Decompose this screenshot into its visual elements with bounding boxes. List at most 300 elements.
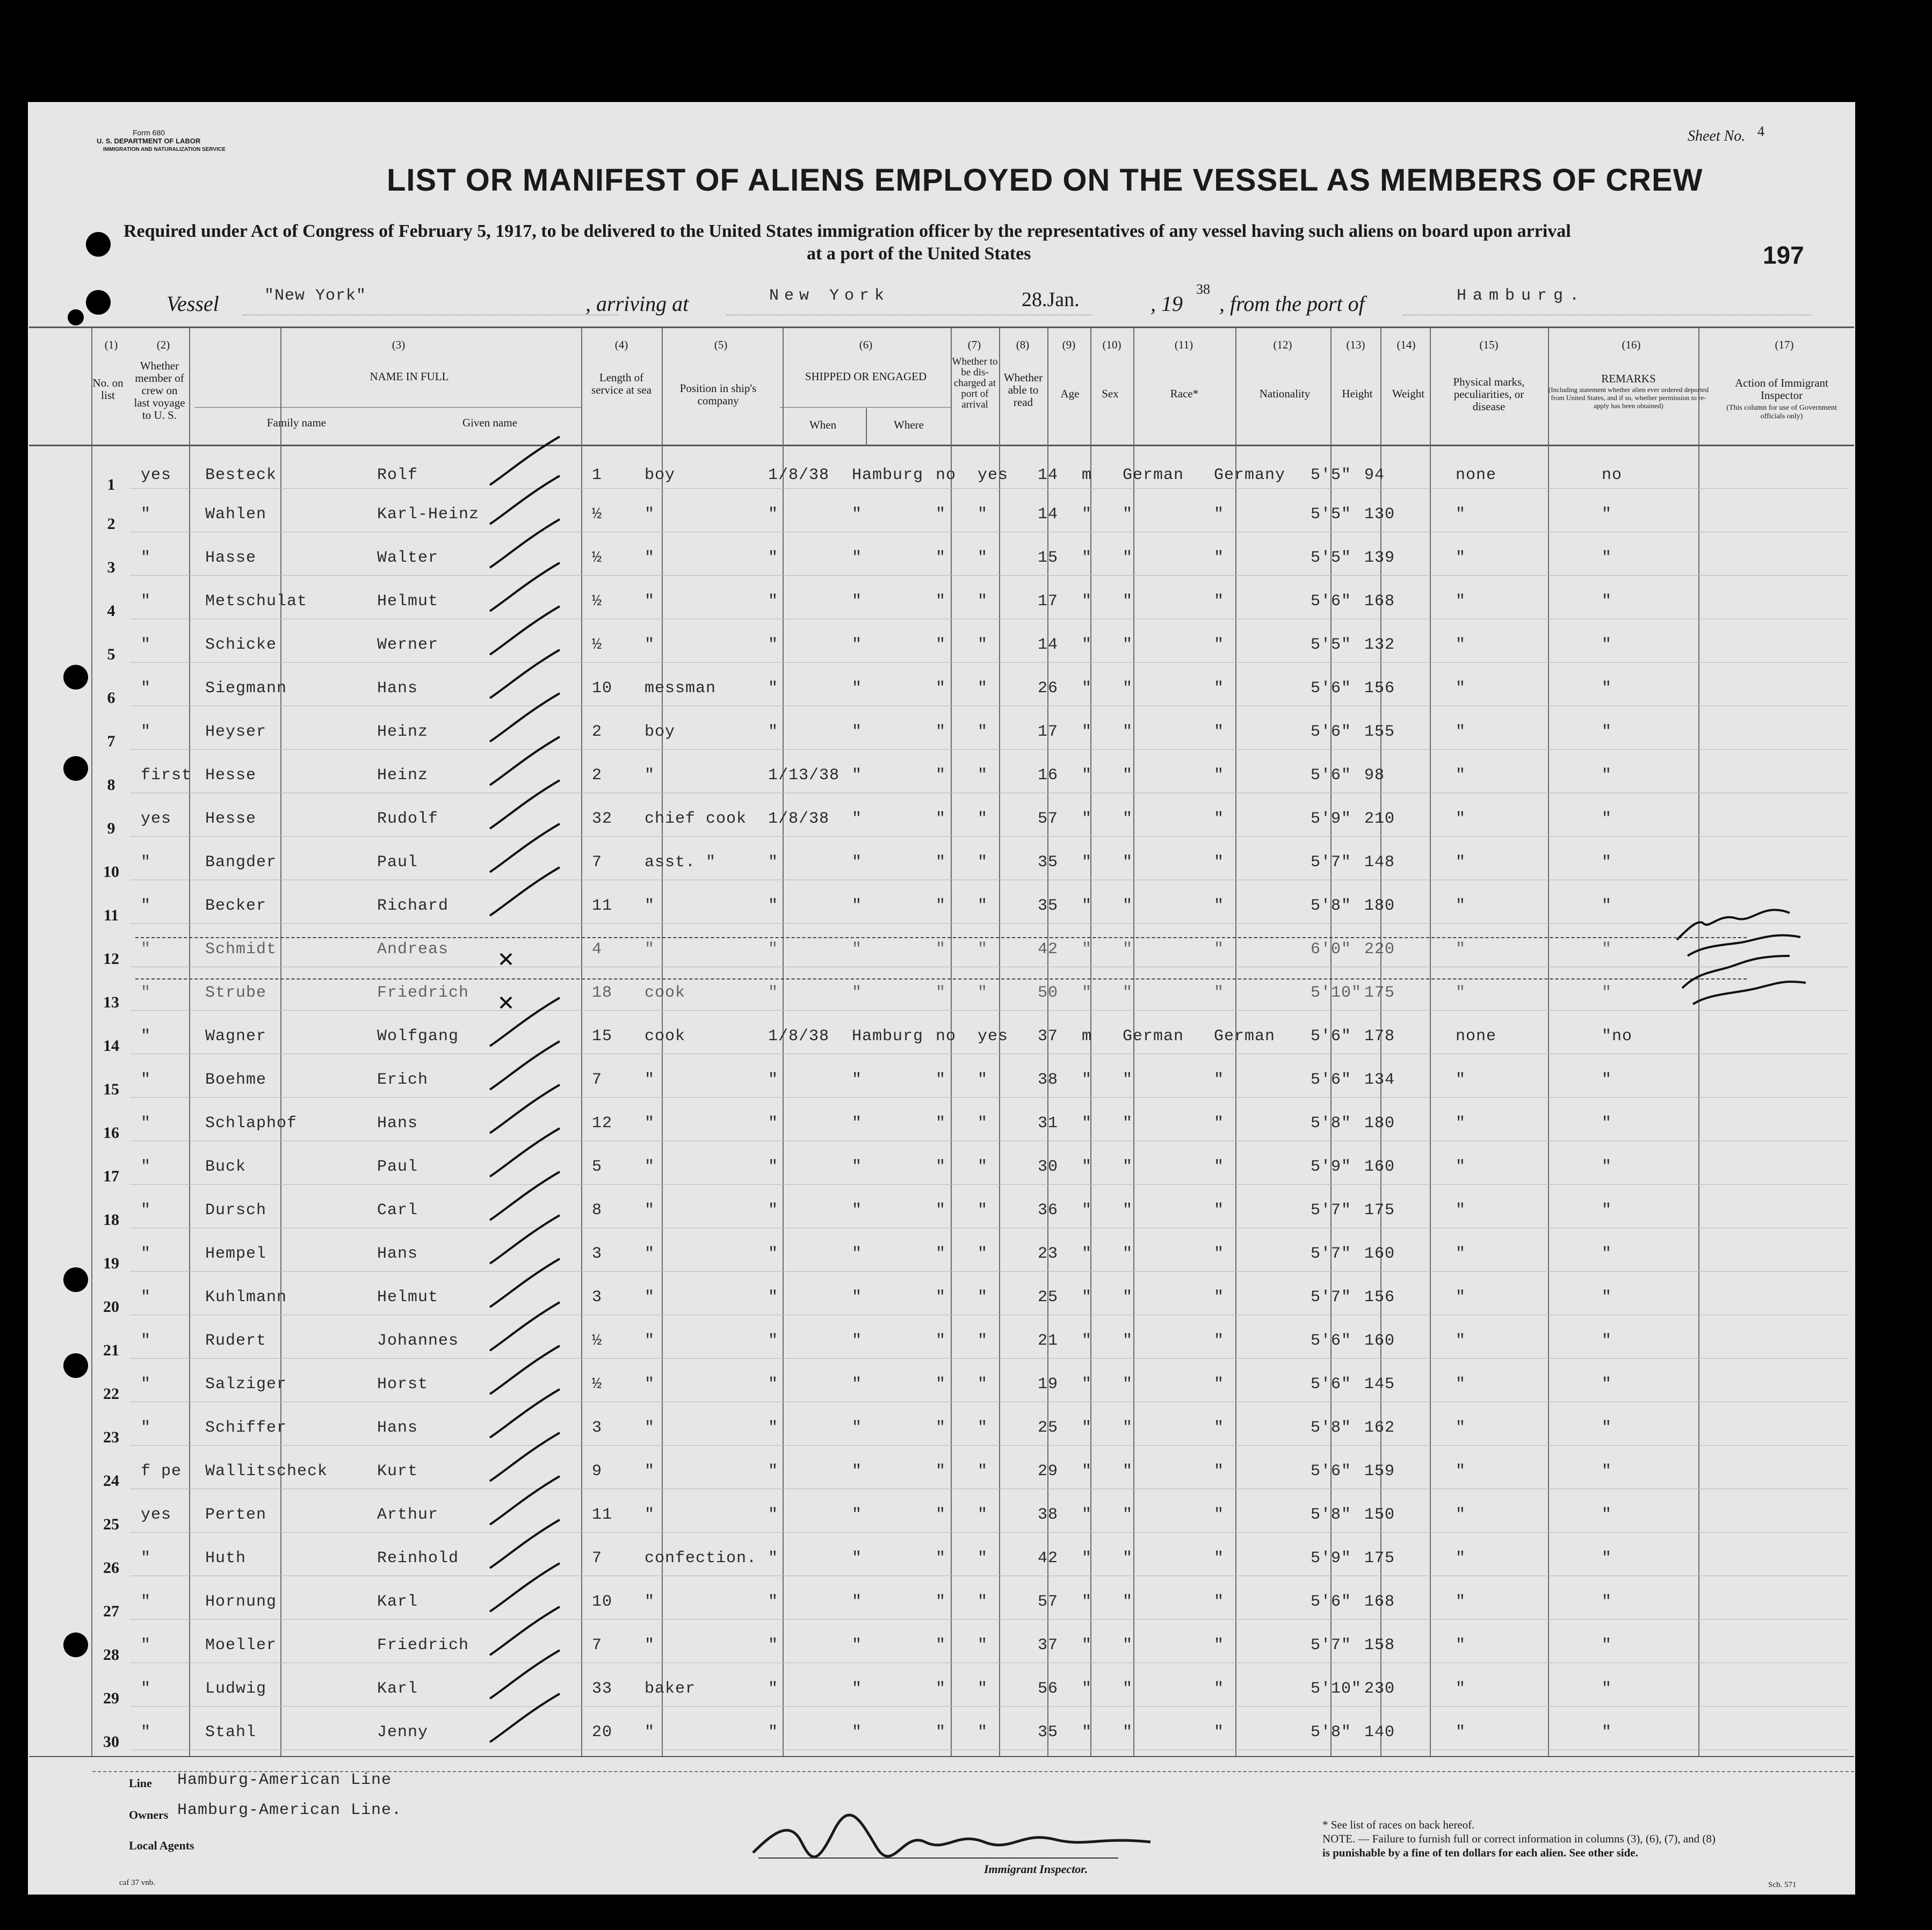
cell-service: 3 bbox=[592, 1245, 603, 1263]
cell-where: " bbox=[852, 1636, 863, 1655]
cell-sex: " bbox=[1082, 1680, 1092, 1698]
cell-race: " bbox=[1123, 1506, 1133, 1524]
cell-nat: " bbox=[1214, 679, 1225, 698]
cell-service: ½ bbox=[592, 636, 603, 654]
cell-height: 5'5" bbox=[1311, 636, 1352, 654]
cell-weight: 134 bbox=[1364, 1071, 1395, 1089]
cell-marks: " bbox=[1456, 679, 1466, 698]
col-height: Height bbox=[1342, 387, 1373, 400]
cell-nat: " bbox=[1214, 1549, 1225, 1568]
cell-given: Rolf bbox=[377, 466, 418, 484]
cell-position: boy bbox=[645, 723, 676, 741]
column-rule bbox=[189, 328, 190, 1756]
cell-where: " bbox=[852, 592, 863, 611]
cell-when: " bbox=[768, 1723, 779, 1742]
cell-remarks: " bbox=[1602, 679, 1612, 698]
cell-family: Wallitscheck bbox=[205, 1462, 328, 1481]
cell-height: 5'10" bbox=[1311, 1680, 1362, 1698]
binder-hole bbox=[63, 1353, 88, 1378]
arriving-label: , arriving at bbox=[585, 292, 689, 316]
cell-where: " bbox=[852, 1549, 863, 1568]
row-rule bbox=[130, 1010, 1849, 1011]
cell-family: Strube bbox=[205, 984, 267, 1002]
col-nationality: Nationality bbox=[1259, 387, 1311, 400]
year-prefix: , 19 bbox=[1150, 292, 1183, 316]
cell-marks: " bbox=[1456, 636, 1466, 654]
cell-given: Jenny bbox=[377, 1723, 429, 1742]
cell-sex: " bbox=[1082, 1506, 1092, 1524]
row-rule bbox=[130, 836, 1849, 837]
cell-read: " bbox=[978, 1419, 988, 1437]
cell-service: 11 bbox=[592, 1506, 613, 1524]
cell-marks: " bbox=[1456, 1158, 1466, 1176]
cell-crew: " bbox=[141, 1332, 151, 1350]
cell-marks: " bbox=[1456, 940, 1466, 959]
cell-remarks: " bbox=[1602, 636, 1612, 654]
cell-marks: " bbox=[1456, 1549, 1466, 1568]
cell-family: Salziger bbox=[205, 1375, 287, 1394]
cell-family: Perten bbox=[205, 1506, 267, 1524]
cell-remarks: " bbox=[1602, 723, 1612, 741]
cell-nat: " bbox=[1214, 1158, 1225, 1176]
col-family-name: Family name bbox=[266, 416, 327, 429]
sheet-number: 4 bbox=[1757, 124, 1764, 139]
col-crew-last-voyage: Whether member of crew on last voyage to U. S. bbox=[134, 359, 185, 422]
cell-sex: " bbox=[1082, 1288, 1092, 1307]
cell-weight: 139 bbox=[1364, 549, 1395, 567]
column-number: (5) bbox=[714, 338, 728, 351]
col-sex: Sex bbox=[1102, 387, 1119, 400]
cell-sex: " bbox=[1082, 1071, 1092, 1089]
cell-race: " bbox=[1123, 1114, 1133, 1133]
cell-weight: 145 bbox=[1364, 1375, 1395, 1394]
cell-disch: " bbox=[936, 853, 946, 872]
cell-family: Stahl bbox=[205, 1723, 257, 1742]
from-port-label: , from the port of bbox=[1219, 292, 1365, 316]
col-length-of-service: Length of service at sea bbox=[591, 371, 652, 396]
col-weight: Weight bbox=[1392, 387, 1425, 400]
cell-where: " bbox=[852, 636, 863, 654]
cell-height: 5'5" bbox=[1311, 505, 1352, 524]
column-number: (11) bbox=[1174, 338, 1193, 351]
cell-nat: " bbox=[1214, 1071, 1225, 1089]
row-rule bbox=[130, 1358, 1849, 1359]
cell-given: Friedrich bbox=[377, 1636, 469, 1655]
cell-age: 35 bbox=[1038, 897, 1059, 915]
cell-where: " bbox=[852, 1593, 863, 1611]
cell-crew: " bbox=[141, 1288, 151, 1307]
cell-height: 5'8" bbox=[1311, 1114, 1352, 1133]
cell-where: " bbox=[852, 679, 863, 698]
vessel-name: "New York" bbox=[264, 287, 367, 305]
row-number: 9 bbox=[107, 819, 115, 837]
cell-given: Erich bbox=[377, 1071, 429, 1089]
cell-race: " bbox=[1123, 940, 1133, 959]
schedule-number: Sch. 571 bbox=[1768, 1881, 1797, 1889]
cell-position: " bbox=[645, 592, 655, 611]
cell-position: baker bbox=[645, 1680, 696, 1698]
cell-family: Metschulat bbox=[205, 592, 308, 611]
cell-service: 33 bbox=[592, 1680, 613, 1698]
cell-disch: " bbox=[936, 1419, 946, 1437]
cell-crew: " bbox=[141, 1636, 151, 1655]
cell-family: Wahlen bbox=[205, 505, 267, 524]
year-suffix: 38 bbox=[1196, 281, 1210, 297]
cell-given: Reinhold bbox=[377, 1549, 459, 1568]
cell-given: Andreas bbox=[377, 940, 449, 959]
row-rule bbox=[130, 1619, 1849, 1620]
cell-when: " bbox=[768, 505, 779, 524]
cell-read: " bbox=[978, 853, 988, 872]
cell-remarks: " bbox=[1602, 1636, 1612, 1655]
cell-service: ½ bbox=[592, 1375, 603, 1394]
cell-weight: 162 bbox=[1364, 1419, 1395, 1437]
cell-disch: " bbox=[936, 1201, 946, 1220]
cell-where: " bbox=[852, 1680, 863, 1698]
cell-remarks: " bbox=[1602, 853, 1612, 872]
row-number: 24 bbox=[103, 1472, 119, 1490]
cell-race: German bbox=[1123, 466, 1184, 484]
cell-service: 7 bbox=[592, 1071, 603, 1089]
cell-given: Heinz bbox=[377, 766, 429, 785]
cell-age: 15 bbox=[1038, 549, 1059, 567]
row-number: 11 bbox=[103, 906, 119, 924]
cell-nat: " bbox=[1214, 766, 1225, 785]
cell-where: " bbox=[852, 1288, 863, 1307]
row-rule bbox=[130, 1097, 1849, 1098]
cell-position: " bbox=[645, 940, 655, 959]
cell-marks: " bbox=[1456, 549, 1466, 567]
cell-family: Wagner bbox=[205, 1027, 267, 1046]
cell-given: Carl bbox=[377, 1201, 418, 1220]
cell-age: 35 bbox=[1038, 1723, 1059, 1742]
cell-service: 9 bbox=[592, 1462, 603, 1481]
cell-crew: " bbox=[141, 636, 151, 654]
cell-crew: f pe bbox=[141, 1462, 182, 1481]
cell-crew: " bbox=[141, 853, 151, 872]
cell-crew: first bbox=[141, 766, 192, 785]
cell-service: 8 bbox=[592, 1201, 603, 1220]
row-number: 15 bbox=[103, 1080, 119, 1098]
cell-crew: yes bbox=[141, 1506, 172, 1524]
cell-age: 56 bbox=[1038, 1680, 1059, 1698]
failure-note-2: is punishable by a fine of ten dollars for each alien. See other side. bbox=[1322, 1846, 1638, 1859]
binder-hole bbox=[63, 1267, 88, 1292]
row-12-strikethrough bbox=[135, 937, 1747, 938]
cell-crew: " bbox=[141, 679, 151, 698]
cell-crew: " bbox=[141, 723, 151, 741]
cell-when: " bbox=[768, 592, 779, 611]
cell-read: " bbox=[978, 549, 988, 567]
cell-when: " bbox=[768, 1462, 779, 1481]
cell-where: Hamburg bbox=[852, 466, 924, 484]
cell-service: ½ bbox=[592, 505, 603, 524]
cell-weight: 155 bbox=[1364, 723, 1395, 741]
cell-sex: " bbox=[1082, 984, 1092, 1002]
cell-weight: 148 bbox=[1364, 853, 1395, 872]
row-number: 20 bbox=[103, 1298, 119, 1316]
cell-age: 50 bbox=[1038, 984, 1059, 1002]
row-rule bbox=[130, 1271, 1849, 1272]
cell-crew: " bbox=[141, 1071, 151, 1089]
cell-height: 5'6" bbox=[1311, 1375, 1352, 1394]
cell-disch: no bbox=[936, 466, 957, 484]
cell-marks: none bbox=[1456, 466, 1497, 484]
races-note: * See list of races on back hereof. bbox=[1322, 1818, 1475, 1831]
cell-marks: " bbox=[1456, 1332, 1466, 1350]
cell-read: " bbox=[978, 766, 988, 785]
cell-disch: " bbox=[936, 1636, 946, 1655]
row-number: 17 bbox=[103, 1167, 119, 1185]
cell-marks: " bbox=[1456, 766, 1466, 785]
cell-when: " bbox=[768, 1419, 779, 1437]
cell-family: Schicke bbox=[205, 636, 277, 654]
cell-race: " bbox=[1123, 1419, 1133, 1437]
cell-service: 5 bbox=[592, 1158, 603, 1176]
cell-when: " bbox=[768, 549, 779, 567]
vessel-label: Vessel bbox=[167, 292, 219, 316]
cell-given: Rudolf bbox=[377, 810, 439, 828]
cell-race: " bbox=[1123, 679, 1133, 698]
cell-where: " bbox=[852, 549, 863, 567]
cell-position: " bbox=[645, 1071, 655, 1089]
cell-family: Dursch bbox=[205, 1201, 267, 1220]
cell-marks: " bbox=[1456, 505, 1466, 524]
line-label: Line bbox=[129, 1776, 152, 1790]
cell-when: " bbox=[768, 1549, 779, 1568]
cell-nat: " bbox=[1214, 592, 1225, 611]
cell-position: cook bbox=[645, 984, 686, 1002]
cell-read: " bbox=[978, 636, 988, 654]
from-port: Hamburg. bbox=[1457, 287, 1586, 305]
cell-marks: " bbox=[1456, 810, 1466, 828]
row-rule bbox=[130, 1184, 1849, 1185]
cell-marks: " bbox=[1456, 1201, 1466, 1220]
cell-weight: 180 bbox=[1364, 1114, 1395, 1133]
cell-family: Moeller bbox=[205, 1636, 277, 1655]
cell-disch: no bbox=[936, 1027, 957, 1046]
cell-race: " bbox=[1123, 766, 1133, 785]
cell-disch: " bbox=[936, 592, 946, 611]
cell-marks: " bbox=[1456, 592, 1466, 611]
cell-family: Hesse bbox=[205, 810, 257, 828]
check-mark-icon bbox=[468, 1691, 576, 1755]
cell-crew: " bbox=[141, 1549, 151, 1568]
cell-service: 1 bbox=[592, 466, 603, 484]
shipped-divider bbox=[780, 407, 952, 408]
cell-age: 14 bbox=[1038, 636, 1059, 654]
col-position: Position in ship's company bbox=[679, 382, 757, 407]
cell-sex: " bbox=[1082, 679, 1092, 698]
cell-service: ½ bbox=[592, 549, 603, 567]
cell-when: " bbox=[768, 1332, 779, 1350]
cell-remarks: " bbox=[1602, 1071, 1612, 1089]
cell-position: " bbox=[645, 1114, 655, 1133]
cell-height: 5'7" bbox=[1311, 1245, 1352, 1263]
cell-given: Helmut bbox=[377, 592, 439, 611]
cell-age: 30 bbox=[1038, 1158, 1059, 1176]
cell-read: " bbox=[978, 592, 988, 611]
cell-position: " bbox=[645, 1636, 655, 1655]
cell-disch: " bbox=[936, 766, 946, 785]
col-name-in-full: NAME IN FULL bbox=[370, 370, 449, 383]
cell-height: 5'8" bbox=[1311, 1419, 1352, 1437]
cell-race: " bbox=[1123, 1288, 1133, 1307]
cell-when: " bbox=[768, 1506, 779, 1524]
cell-weight: 160 bbox=[1364, 1158, 1395, 1176]
cell-nat: " bbox=[1214, 1201, 1225, 1220]
cell-age: 38 bbox=[1038, 1071, 1059, 1089]
cell-read: " bbox=[978, 1288, 988, 1307]
cell-height: 5'7" bbox=[1311, 853, 1352, 872]
cell-family: Heyser bbox=[205, 723, 267, 741]
cell-weight: 168 bbox=[1364, 592, 1395, 611]
cell-given: Wolfgang bbox=[377, 1027, 459, 1046]
cell-weight: 160 bbox=[1364, 1245, 1395, 1263]
cell-weight: 175 bbox=[1364, 1201, 1395, 1220]
cell-position: " bbox=[645, 1593, 655, 1611]
cell-race: " bbox=[1123, 1245, 1133, 1263]
cell-weight: 178 bbox=[1364, 1027, 1395, 1046]
row-number: 26 bbox=[103, 1559, 119, 1577]
cell-nat: " bbox=[1214, 636, 1225, 654]
cell-race: " bbox=[1123, 1201, 1133, 1220]
page-title: LIST OR MANIFEST OF ALIENS EMPLOYED ON THE VESSEL AS MEMBERS OF CREW bbox=[387, 163, 1703, 198]
cell-height: 5'6" bbox=[1311, 1332, 1352, 1350]
cell-crew: " bbox=[141, 549, 151, 567]
cell-age: 42 bbox=[1038, 940, 1059, 959]
cell-weight: 159 bbox=[1364, 1462, 1395, 1481]
inspector-signature bbox=[742, 1810, 1183, 1869]
cell-height: 5'10" bbox=[1311, 984, 1362, 1002]
cell-disch: " bbox=[936, 505, 946, 524]
cell-race: " bbox=[1123, 549, 1133, 567]
owners-label: Owners bbox=[129, 1808, 169, 1822]
column-number: (4) bbox=[614, 338, 628, 351]
column-number: (16) bbox=[1622, 338, 1641, 351]
cell-remarks: " bbox=[1602, 592, 1612, 611]
inspector-label: Immigrant Inspector. bbox=[984, 1862, 1088, 1876]
cell-when: " bbox=[768, 1593, 779, 1611]
cell-race: " bbox=[1123, 810, 1133, 828]
cell-height: 5'8" bbox=[1311, 1723, 1352, 1742]
col-no-on-list: No. on list bbox=[92, 376, 124, 402]
col-inspector-note: (This column for use of Government officials only) bbox=[1726, 404, 1837, 420]
cell-position: " bbox=[645, 766, 655, 785]
cell-given: Paul bbox=[377, 853, 418, 872]
cell-family: Ludwig bbox=[205, 1680, 267, 1698]
column-number: (8) bbox=[1016, 338, 1030, 351]
cell-weight: 180 bbox=[1364, 897, 1395, 915]
cell-crew: yes bbox=[141, 466, 172, 484]
cell-remarks: " bbox=[1602, 984, 1612, 1002]
cell-height: 5'9" bbox=[1311, 1549, 1352, 1568]
row-rule bbox=[130, 923, 1849, 924]
cell-race: " bbox=[1123, 1549, 1133, 1568]
cell-disch: " bbox=[936, 679, 946, 698]
cell-sex: " bbox=[1082, 1636, 1092, 1655]
cell-remarks: " bbox=[1602, 1723, 1612, 1742]
cell-weight: 140 bbox=[1364, 1723, 1395, 1742]
cell-weight: 175 bbox=[1364, 1549, 1395, 1568]
cell-sex: " bbox=[1082, 940, 1092, 959]
cell-service: 3 bbox=[592, 1288, 603, 1307]
cell-position: " bbox=[645, 897, 655, 915]
header-bottom-rule bbox=[29, 445, 1854, 446]
cell-nat: " bbox=[1214, 810, 1225, 828]
binder-hole bbox=[63, 665, 88, 690]
cell-read: " bbox=[978, 1506, 988, 1524]
cell-height: 5'7" bbox=[1311, 1201, 1352, 1220]
cell-weight: 94 bbox=[1364, 466, 1385, 484]
cell-weight: 98 bbox=[1364, 766, 1385, 785]
cell-nat: " bbox=[1214, 1332, 1225, 1350]
cell-where: " bbox=[852, 1201, 863, 1220]
cell-read: " bbox=[978, 897, 988, 915]
cell-remarks: " bbox=[1602, 505, 1612, 524]
col-age: Age bbox=[1060, 387, 1080, 400]
cell-read: " bbox=[978, 940, 988, 959]
row-number: 29 bbox=[103, 1689, 119, 1707]
cell-height: 5'6" bbox=[1311, 1071, 1352, 1089]
cell-sex: " bbox=[1082, 897, 1092, 915]
cell-when: " bbox=[768, 1636, 779, 1655]
row-number: 21 bbox=[103, 1341, 119, 1359]
cell-race: " bbox=[1123, 636, 1133, 654]
cell-service: 10 bbox=[592, 679, 613, 698]
cell-marks: " bbox=[1456, 1288, 1466, 1307]
cell-when: " bbox=[768, 636, 779, 654]
cell-disch: " bbox=[936, 1549, 946, 1568]
cell-family: Besteck bbox=[205, 466, 277, 484]
cell-marks: " bbox=[1456, 1375, 1466, 1394]
cell-age: 21 bbox=[1038, 1332, 1059, 1350]
cell-nat: " bbox=[1214, 1375, 1225, 1394]
cell-remarks: " bbox=[1602, 766, 1612, 785]
cell-nat: " bbox=[1214, 549, 1225, 567]
cell-crew: " bbox=[141, 1245, 151, 1263]
cell-given: Hans bbox=[377, 1114, 418, 1133]
cell-height: 5'6" bbox=[1311, 1027, 1352, 1046]
cell-given: Walter bbox=[377, 549, 439, 567]
col-remarks-note: (Including statement whether alien ever ordered deported from United States, and if so, whether permission to re-apply has been obtained) bbox=[1548, 386, 1709, 410]
cell-marks: " bbox=[1456, 1462, 1466, 1481]
column-number: (10) bbox=[1102, 338, 1121, 351]
cell-remarks: " bbox=[1602, 1114, 1612, 1133]
cell-remarks: " bbox=[1602, 897, 1612, 915]
cell-when: " bbox=[768, 1288, 779, 1307]
cell-sex: " bbox=[1082, 1462, 1092, 1481]
cell-read: " bbox=[978, 1593, 988, 1611]
cell-crew: " bbox=[141, 1419, 151, 1437]
cell-nat: " bbox=[1214, 1462, 1225, 1481]
cell-given: Karl bbox=[377, 1593, 418, 1611]
cell-remarks: " bbox=[1602, 1158, 1612, 1176]
cell-crew: " bbox=[141, 1593, 151, 1611]
cell-family: Hornung bbox=[205, 1593, 277, 1611]
cell-family: Schiffer bbox=[205, 1419, 287, 1437]
cell-sex: " bbox=[1082, 853, 1092, 872]
cell-position: confection. bbox=[645, 1549, 757, 1568]
row-number: 1 bbox=[107, 476, 115, 494]
cell-position: " bbox=[645, 1332, 655, 1350]
cell-age: 31 bbox=[1038, 1114, 1059, 1133]
cell-remarks: " bbox=[1602, 1245, 1612, 1263]
cell-given: Hans bbox=[377, 679, 418, 698]
cell-crew: yes bbox=[141, 810, 172, 828]
cell-sex: " bbox=[1082, 810, 1092, 828]
cell-age: 42 bbox=[1038, 1549, 1059, 1568]
